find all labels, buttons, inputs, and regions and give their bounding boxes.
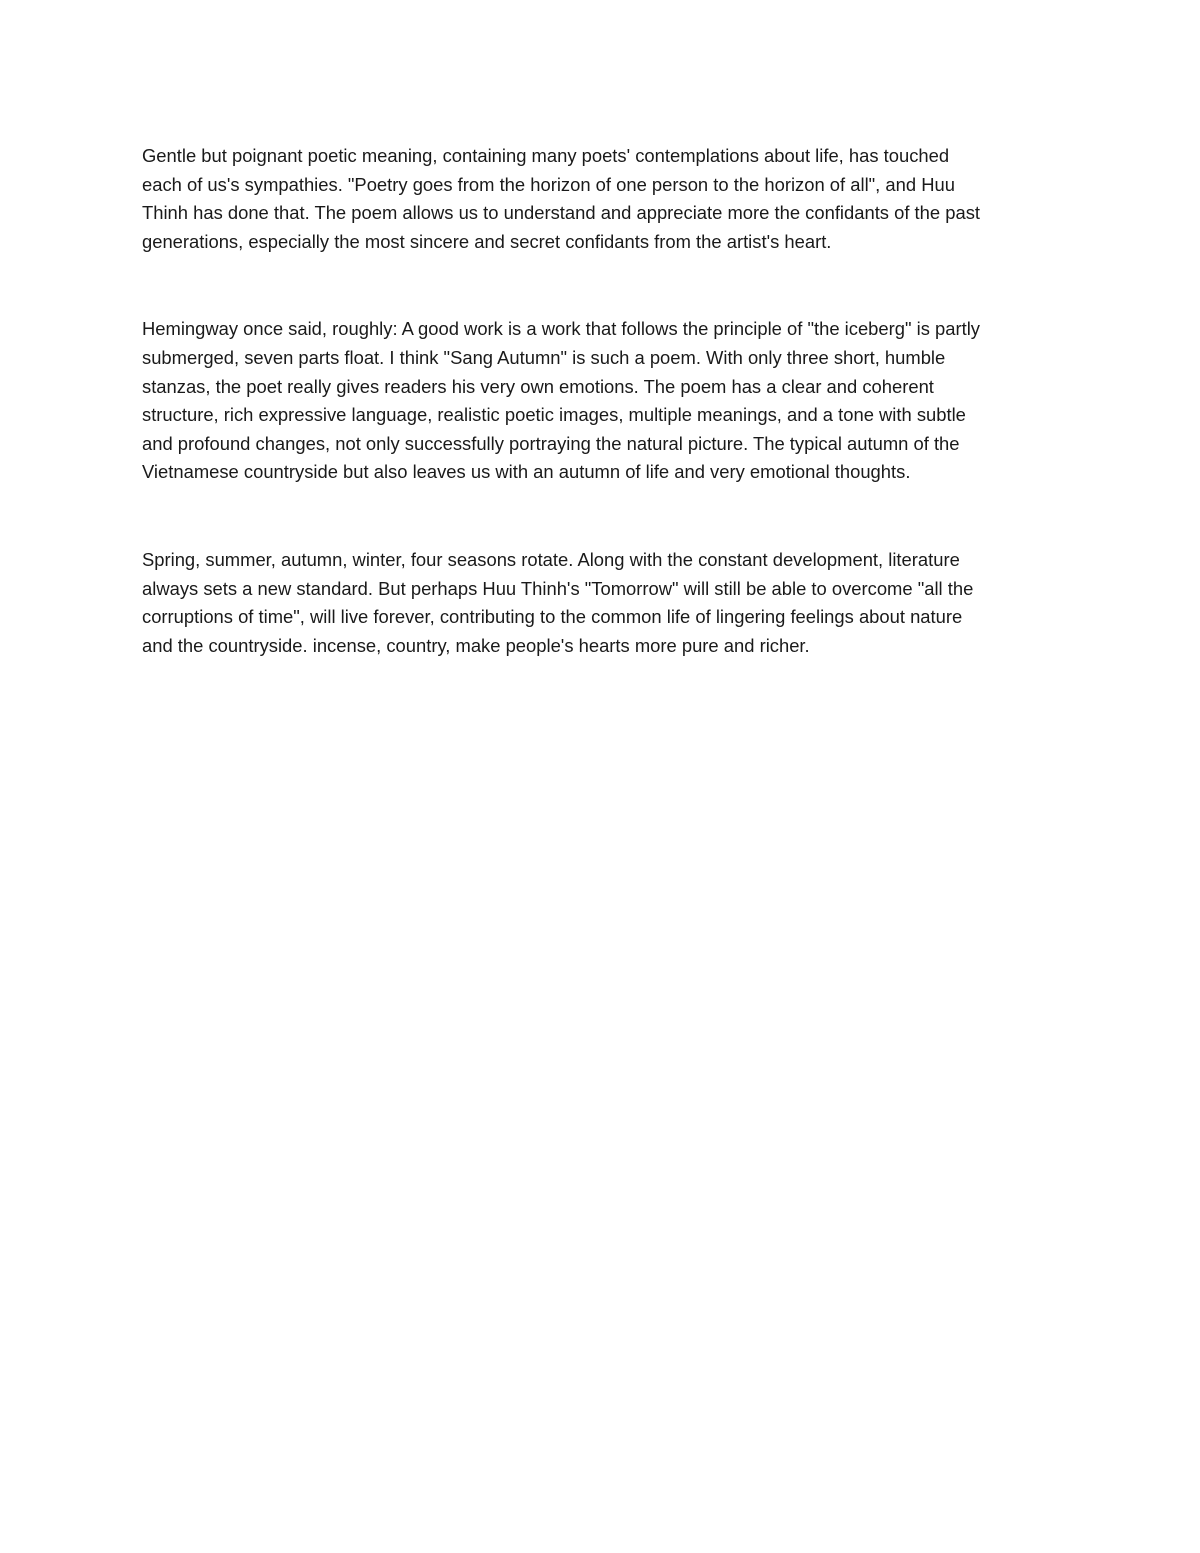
text-line: generations, especially the most sincere and secret confidants from the artist's heart.	[142, 230, 832, 252]
paragraph-spacer	[142, 256, 1062, 315]
paragraph-2	[142, 315, 1062, 487]
text-line: and profound changes, not only successfully portraying the natural picture. The typical autumn of the	[142, 432, 960, 454]
text-line: Hemingway once said, roughly: A good work is a work that follows the principle of "the iceberg" is partly	[142, 318, 980, 340]
text-line: always sets a new standard. But perhaps Huu Thinh's "Tomorrow" will still be able to overcome "all the	[142, 577, 974, 599]
text-line: stanzas, the poet really gives readers his very own emotions. The poem has a clear and coherent	[142, 375, 934, 397]
text-line: Vietnamese countryside but also leaves us with an autumn of life and very emotional thoughts.	[142, 461, 911, 483]
text-line: and the countryside. incense, country, make people's hearts more pure and richer.	[142, 634, 810, 656]
document-body	[142, 142, 1062, 660]
text-line: Gentle but poignant poetic meaning, containing many poets' contemplations about life, has touched	[142, 145, 950, 166]
paragraph-3	[142, 546, 1062, 660]
text-line: submerged, seven parts float. I think "Sang Autumn" is such a poem. With only three short, humble	[142, 346, 946, 368]
text-line: corruptions of time", will live forever, contributing to the common life of lingering feelings about nature	[142, 606, 963, 628]
paragraph-1	[142, 142, 1062, 256]
text-line: Spring, summer, autumn, winter, four seasons rotate. Along with the constant development, literature	[142, 548, 960, 570]
text-line: each of us's sympathies. "Poetry goes from the horizon of one person to the horizon of all", and Huu	[142, 173, 955, 195]
paragraph-spacer	[142, 487, 1062, 546]
text-line: Thinh has done that. The poem allows us to understand and appreciate more the confidants of the past	[142, 202, 980, 224]
text-line: structure, rich expressive language, realistic poetic images, multiple meanings, and a tone with subtle	[142, 404, 966, 426]
